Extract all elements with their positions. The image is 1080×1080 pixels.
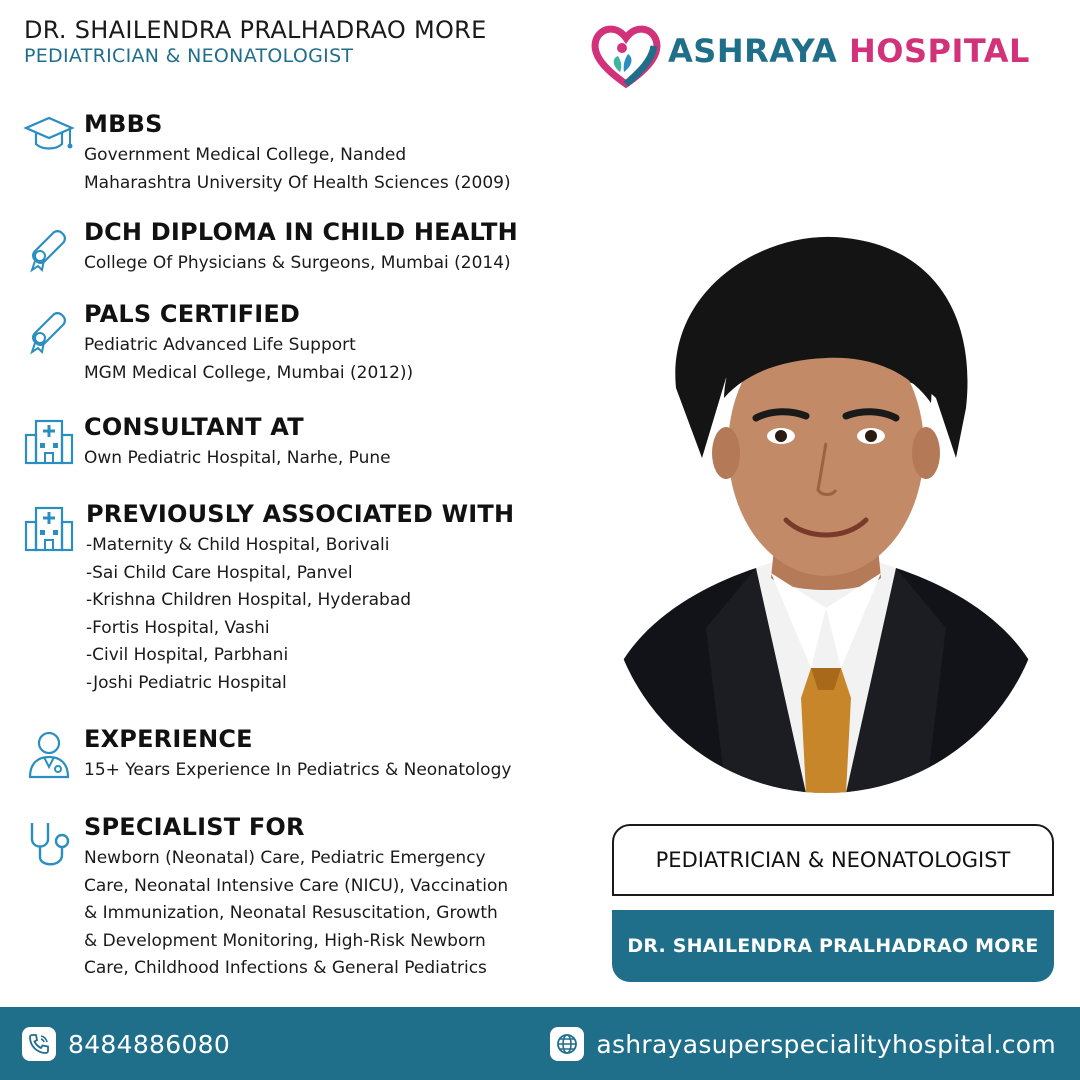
section-previously-associated xyxy=(22,500,582,700)
doctor-name-heading: DR. SHAILENDRA PRALHADRAO MORE xyxy=(24,16,487,44)
section-line: -Sai Child Care Hospital, Panvel xyxy=(86,562,353,583)
section-line: & Immunization, Neonatal Resuscitation, Growth xyxy=(84,903,498,923)
doctor-portrait xyxy=(606,228,1046,793)
card-role-label: PEDIATRICIAN & NEONATOLOGIST xyxy=(612,824,1054,896)
section-title: CONSULTANT AT xyxy=(84,413,304,441)
website-url[interactable]: ashrayasuperspecialityhospital.com xyxy=(596,1029,1056,1059)
contact-footer xyxy=(0,1007,1080,1080)
section-line: Government Medical College, Nanded xyxy=(84,145,407,165)
section-title: PREVIOUSLY ASSOCIATED WITH xyxy=(86,500,515,528)
section-line: Maharashtra University Of Health Sciences (2009) xyxy=(84,172,511,193)
globe-icon xyxy=(550,1027,584,1061)
section-line: 15+ Years Experience In Pediatrics & Neonatology xyxy=(84,760,512,780)
section-title: MBBS xyxy=(84,110,163,138)
stethoscope-icon xyxy=(22,817,76,871)
phone-contact[interactable] xyxy=(22,1027,230,1061)
hospital-building-icon xyxy=(22,415,76,469)
phone-number[interactable]: 8484886080 xyxy=(68,1029,231,1059)
card-name-label: DR. SHAILENDRA PRALHADRAO MORE xyxy=(612,910,1054,982)
section-line: Care, Neonatal Intensive Care (NICU), Vaccination xyxy=(84,875,509,896)
doctor-icon xyxy=(22,727,76,781)
section-title: PALS CERTIFIED xyxy=(84,300,301,328)
section-title: EXPERIENCE xyxy=(84,725,253,753)
graduation-cap-icon xyxy=(22,110,76,164)
heart-logo-icon xyxy=(590,22,662,88)
section-line: Newborn (Neonatal) Care, Pediatric Emergency xyxy=(84,848,486,868)
section-line: -Krishna Children Hospital, Hyderabad xyxy=(86,590,412,610)
section-line: MGM Medical College, Mumbai (2012)) xyxy=(84,362,414,383)
section-line: -Maternity & Child Hospital, Borivali xyxy=(86,535,390,555)
section-line: Care, Childhood Infections & General Pediatrics xyxy=(84,958,487,978)
website-contact[interactable] xyxy=(550,1027,1056,1061)
section-pals xyxy=(22,300,582,390)
diploma-scroll-icon xyxy=(22,304,76,358)
section-experience xyxy=(22,725,582,795)
logo-brand-hospital: HOSPITAL xyxy=(848,32,1030,70)
section-line: Pediatric Advanced Life Support xyxy=(84,335,356,355)
section-line: -Joshi Pediatric Hospital xyxy=(86,672,287,693)
section-line: College Of Physicians & Surgeons, Mumbai (2014) xyxy=(84,253,511,273)
section-line: & Development Monitoring, High-Risk Newborn xyxy=(84,930,486,951)
section-dch xyxy=(22,218,582,288)
phone-icon xyxy=(22,1027,56,1061)
section-mbbs xyxy=(22,110,582,200)
doctor-role-subheading: PEDIATRICIAN & NEONATOLOGIST xyxy=(24,45,354,67)
section-line: -Fortis Hospital, Vashi xyxy=(86,617,270,638)
section-line: Own Pediatric Hospital, Narhe, Pune xyxy=(84,448,391,468)
hospital-building-icon xyxy=(22,502,76,556)
section-title: SPECIALIST FOR xyxy=(84,813,305,841)
section-specialist xyxy=(22,813,582,983)
section-consultant xyxy=(22,413,582,483)
diploma-scroll-icon xyxy=(22,222,76,276)
section-line: -Civil Hospital, Parbhani xyxy=(86,645,289,665)
section-title: DCH DIPLOMA IN CHILD HEALTH xyxy=(84,218,518,246)
hospital-logo xyxy=(590,22,1060,88)
logo-brand-ashraya: ASHRAYA xyxy=(668,32,838,70)
